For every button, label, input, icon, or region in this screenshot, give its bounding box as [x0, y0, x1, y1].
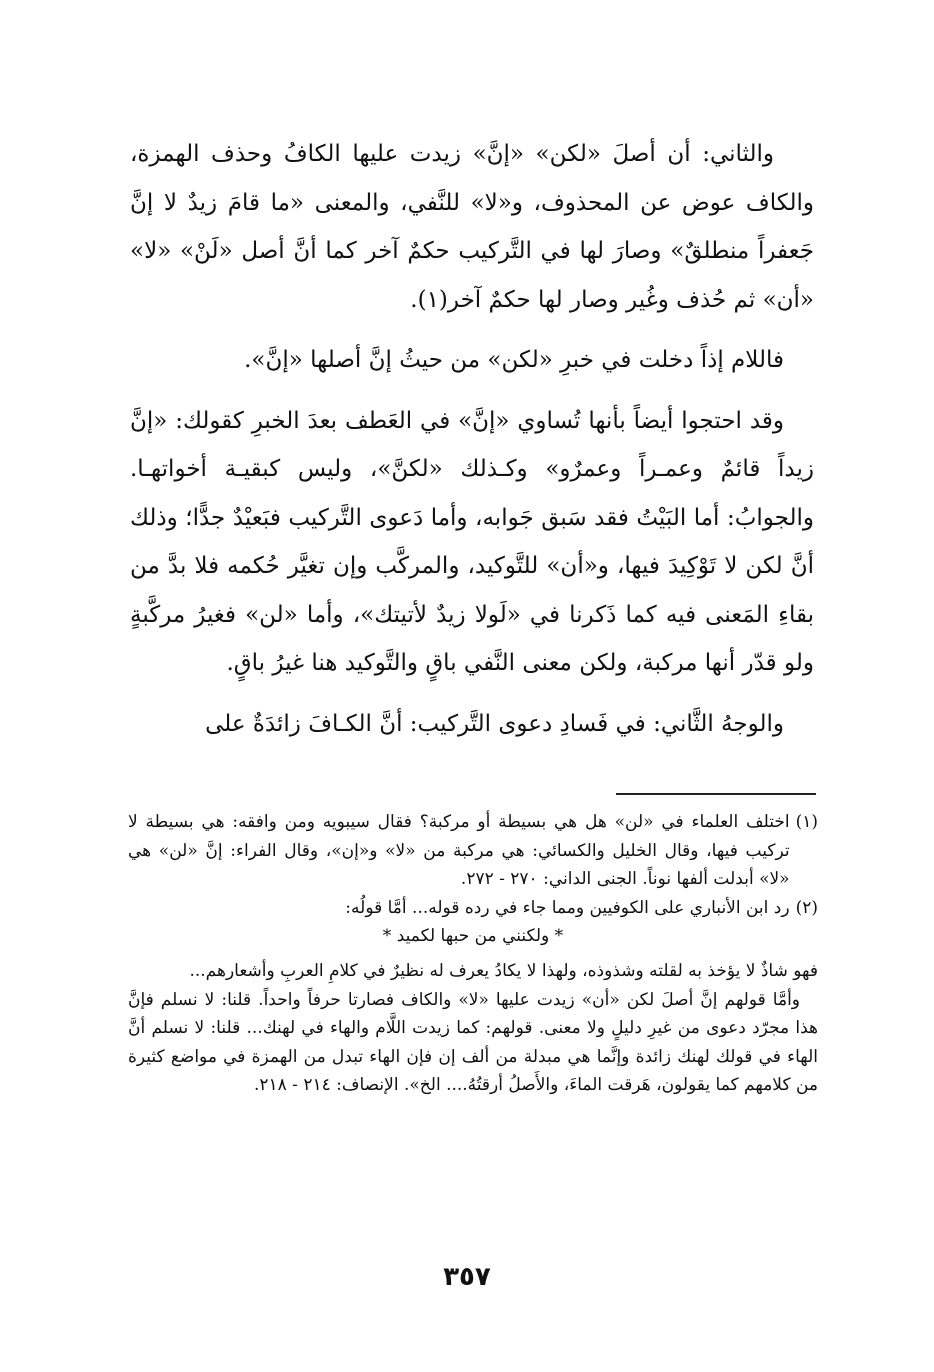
paragraph-2: فاللام إذاً دخلت في خبرِ «لكن» من حيثُ إنَّ أصلها «إنَّ».: [244, 347, 784, 373]
paragraph-3: وقد احتجوا أيضاً بأنها تُساوي «إنَّ» في العَطف بعدَ الخبرِ كقولك: «إنَّ زيداً قائمٌ وعمـراً وعمرٌو» وكـذلك «لكنَّ»، وليس كبقيـة أخواتهـا. والجوابُ: أما البَيْتُ فقد سَبق جَوابه، وأما دَعوى التَّركيب فبَعيْدٌ جدًّا؛ وذلك أنَّ لكن لا تَوْكِيدَ فيها، و«أن» للتَّوكيد، والمركَّب وإن تغيَّر حُكمه فلا بدَّ من بقاءِ المَعنى فيه كما ذَكرنا في «لَولا زيدٌ لأتيتك»، وأما «لن» فغيرُ مركَّبةٍ ولو قدّر أنها مركبة، ولكن معنى النَّفي باقٍ والتَّوكيد هنا غيرُ باقٍ.: [130, 407, 814, 676]
footnote-1: [128, 808, 818, 894]
footnote-text: رد ابن الأنباري على الكوفيين ومما جاء في رده قوله... أمَّا قولُه:: [345, 897, 790, 918]
footnote-separator: [616, 793, 816, 795]
footnote-number: (٢): [795, 897, 818, 918]
footnote-text: اختلف العلماء في «لن» هل هي بسيطة أو مركبة؟ فقال سيبويه ومن وافقه: هي بسيطة لا تركيب فيها، وقال الخليل والكسائي: هي مركبة من «لا» و«إن»، وقال الفراء: إنَّ «لن» هي «لا» أبدلت ألفها نوناً. الجنى الداني: ٢٧٠ - ٢٧٢.: [128, 812, 790, 890]
page-number: ٣٥٧: [443, 1262, 491, 1292]
footnote-paragraph: وأمَّا قولهم إنَّ أصلَ لكن «أن» زيدت عليها «لا» والكاف فصارتا حرفاً واحداً. قلنا: لا نسلم فإنَّ هذا مجرّد دعوى من غيرِ دليلٍ ولا معنى. قولهم: كما زيدت اللَّام والهاء في لهنك... قلنا: لا نسلم أنَّ الهاء في قولك لهنك زائدة وإنَّما هي مبدلة من ألف إن فإن الهاء تبدل من الهمزة في مواضع كثيرة من كلامهم كما يقولون، هَرقت الماءَ، والأَصلُ أرقتُهُ.... الخ». الإنصاف: ٢١٤ - ٢١٨.: [128, 989, 818, 1096]
paragraph-4: والوجهُ الثَّاني: في فَسادِ دعوى التَّركيب: أنَّ الكـافَ زائدَةٌ على: [205, 710, 784, 737]
footnote-number: (١): [795, 812, 818, 832]
footnote-2: [128, 894, 818, 923]
footnote-paragraph: فهو شاذٌ لا يؤخذ به لقلته وشذوذه، ولهذا لا يكادُ يعرف له نظيرٌ في كلامِ العربِ وأشعارهم...: [189, 960, 818, 981]
footnote-verse: * ولكنني من حبها لكميد *: [382, 926, 564, 947]
footnotes: [128, 808, 818, 1100]
paragraph-1: والثاني: أن أصلَ «لكن» «إنَّ» زيدت عليها الكافُ وحذف الهمزة، والكاف عوض عن المحذوف، و«لا» للنَّفي، والمعنى «ما قامَ زيدٌ لا إنَّ جَعفراً منطلقٌ» وصارَ لها في التَّركيب حكمٌ آخر كما أنَّ أصل «لَنْ» «لا» «أن» ثم حُذف وغُير وصار لها حكمٌ آخر(١).: [130, 141, 814, 313]
main-text: [130, 130, 814, 760]
